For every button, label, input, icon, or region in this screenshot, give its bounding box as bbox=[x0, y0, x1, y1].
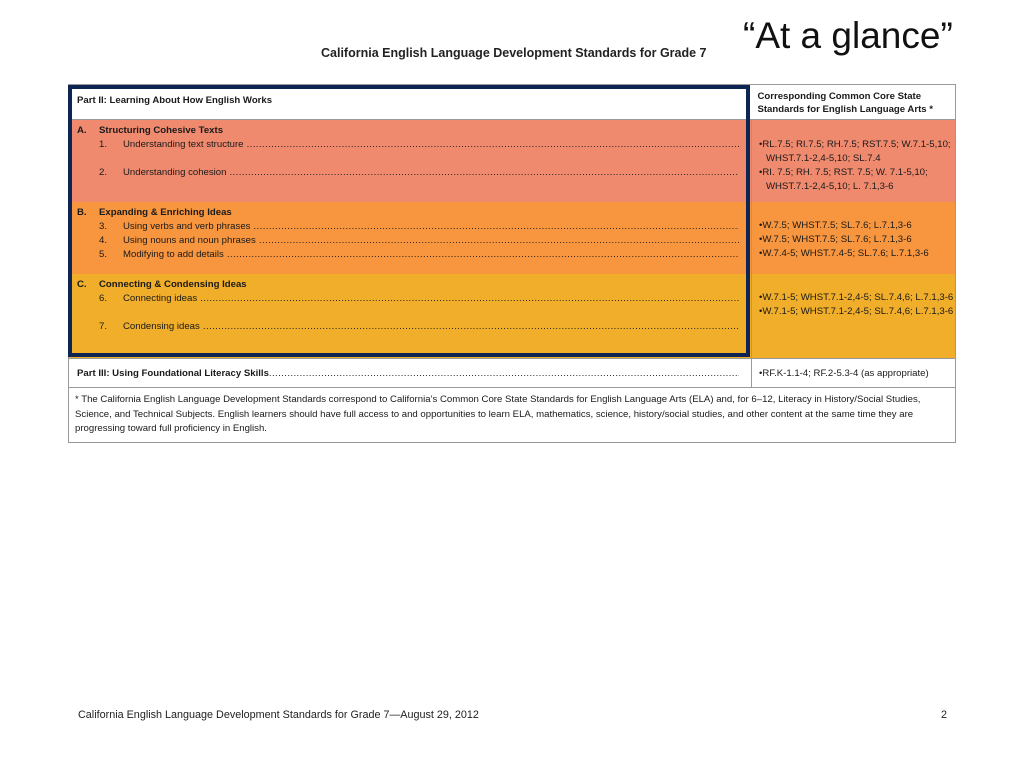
section-b-row bbox=[68, 202, 956, 274]
standards-table bbox=[68, 84, 956, 443]
part-3-standards: •RF.K-1.1-4; RF.2-5.3-4 (as appropriate) bbox=[751, 359, 955, 387]
section-c-row bbox=[68, 274, 956, 358]
part-3-row bbox=[68, 358, 956, 388]
list-item: 3. Using verbs and verb phrases ..... bbox=[77, 220, 739, 234]
list-item: 6. Connecting ideas ..... bbox=[77, 292, 739, 306]
part-2-heading: Part II: Learning About How English Works bbox=[77, 95, 273, 106]
list-item: 2. Understanding cohesion ..... bbox=[77, 166, 739, 180]
list-item: 1. Understanding text structure ..... bbox=[77, 138, 739, 152]
section-a-standards: •RL.7.5; RI.7.5; RH.7.5; RST.7.5; W.7.1-5,10; WHST.7.1-2,4-5,10; SL.7.4 •RI. 7.5; RH. 7.5; RST. 7.5; W. 7.1-5,10; WHST.7.1-2,4-5,10; L. 7.1,3-6 bbox=[751, 120, 955, 202]
footnote: * The California English Language Development Standards correspond to California’s Common Core State Standards for English Language Arts (ELA) and, for 6–12, Literacy in History/Social Studies, Science, and Technical Subjects. English learners should have full access to and opportunities to learn ELA, mathematics, science, history/social studies, and other content at the same time they are progressing toward full proficiency in English. bbox=[68, 388, 956, 443]
section-b-standards: •W.7.5; WHST.7.5; SL.7.6; L.7.1,3-6 •W.7.5; WHST.7.5; SL.7.6; L.7.1,3-6 •W.7.4-5; WHST.7.4-5; SL.7.6; L.7.1,3-6 bbox=[751, 202, 955, 274]
section-b-title: B. Expanding & Enriching Ideas bbox=[77, 207, 232, 218]
section-a-row bbox=[68, 120, 956, 202]
section-c-title: C. Connecting & Condensing Ideas bbox=[77, 279, 247, 290]
section-a-title: A. Structuring Cohesive Texts bbox=[77, 125, 224, 136]
part-3-heading: Part III: Using Foundational Literacy Skills bbox=[77, 368, 269, 379]
ccss-column-heading: Corresponding Common Core State Standards for English Language Arts * bbox=[749, 85, 955, 119]
slide-title: “At a glance” bbox=[743, 15, 953, 56]
list-item: 7. Condensing ideas ..... bbox=[77, 320, 739, 334]
list-item: 5. Modifying to add details ..... bbox=[77, 248, 739, 262]
list-item: 4. Using nouns and noun phrases ..... bbox=[77, 234, 739, 248]
footer-text: California English Language Development Standards for Grade 7—August 29, 2012 bbox=[78, 709, 479, 721]
section-c-standards: •W.7.1-5; WHST.7.1-2,4-5; SL.7.4,6; L.7.1,3-6 •W.7.1-5; WHST.7.1-2,4-5; SL.7.4,6; L.7.1,3-6 bbox=[751, 274, 955, 358]
document-heading: California English Language Development Standards for Grade 7 bbox=[321, 46, 707, 60]
table-header-row bbox=[68, 84, 956, 120]
page-number: 2 bbox=[941, 709, 948, 721]
